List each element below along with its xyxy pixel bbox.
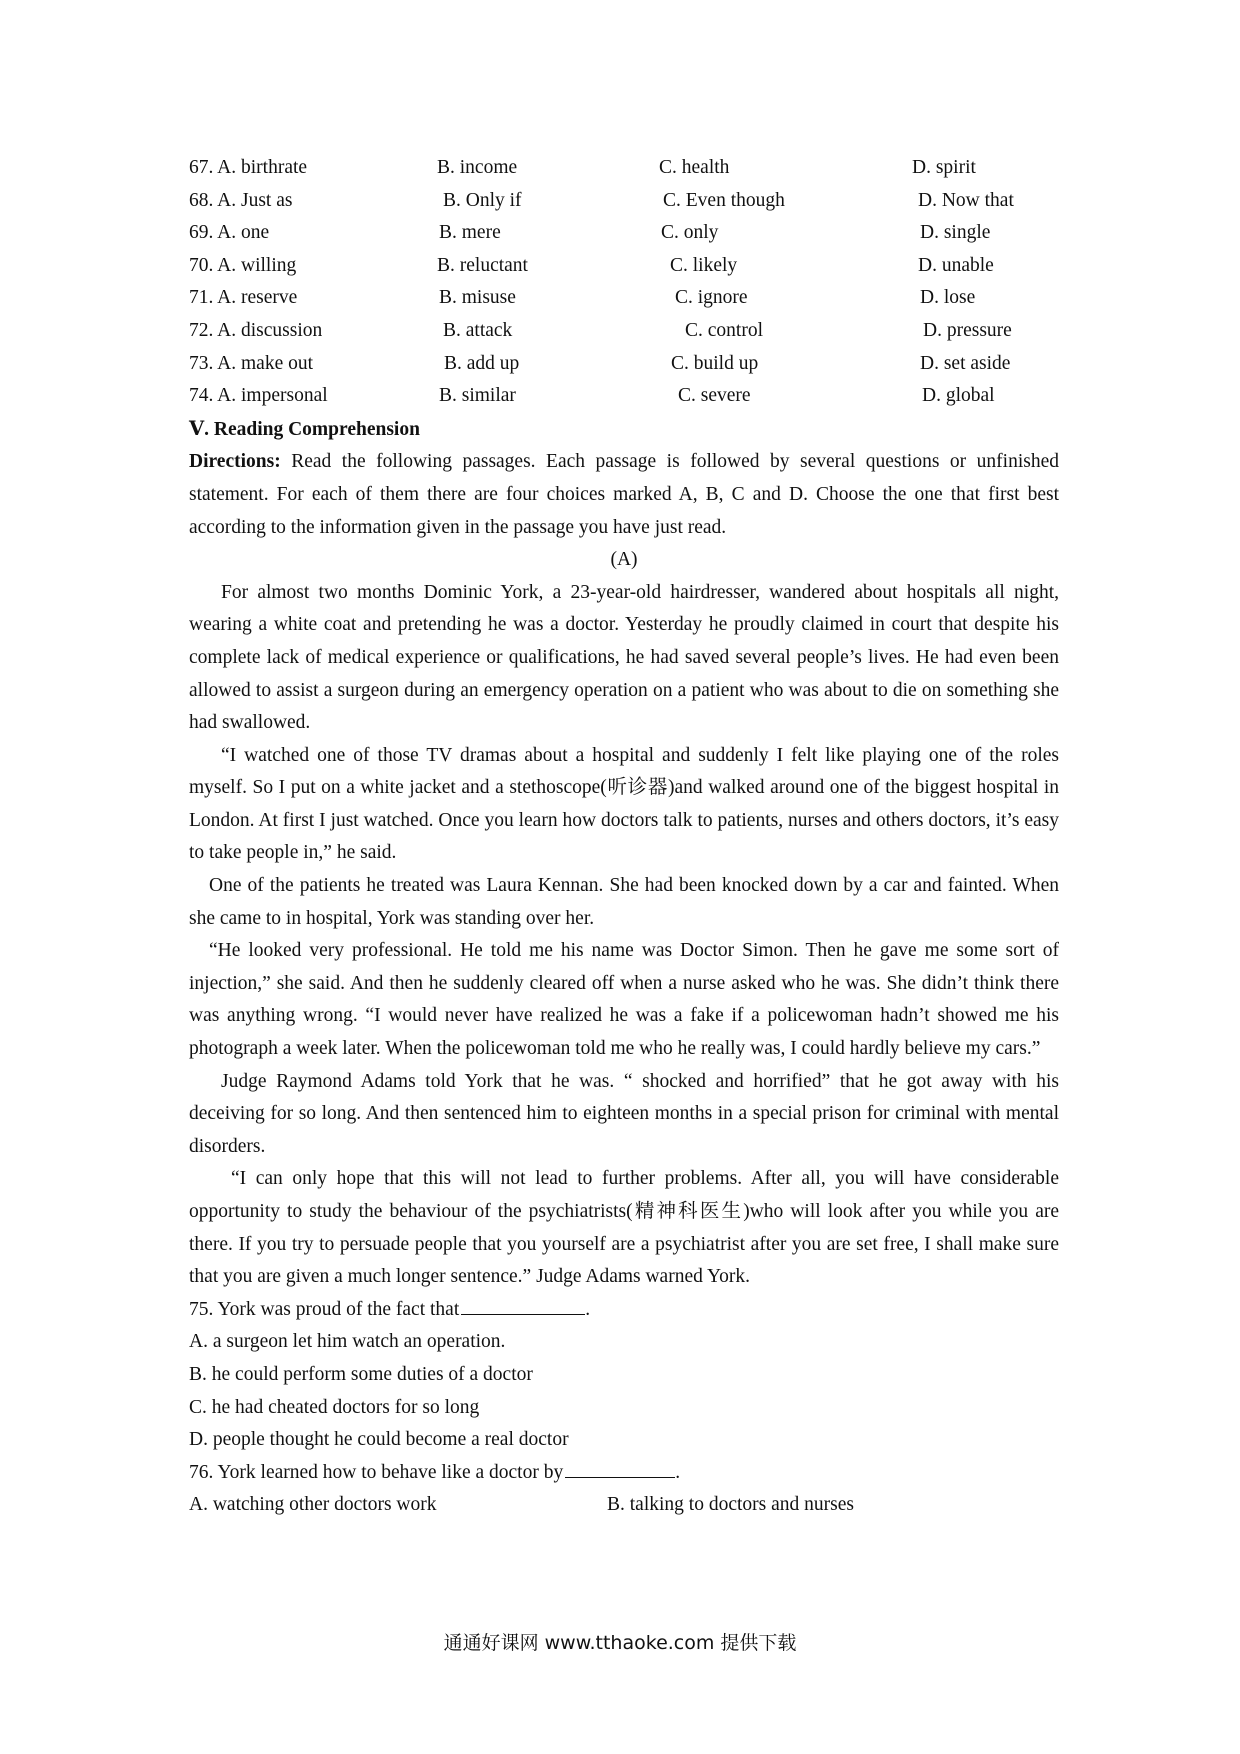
passage-paragraph: “I can only hope that this will not lead to further problems. After all, you will have considerable opportunity to study the behaviour of the psychiatrists(精神科医生)who will look after you while you are there. If you try to persuade people that you yourself are a psychiatrist after you are set free, I shall make sure that you are given a much longer sentence.” Judge Adams warned York. (189, 1168, 1059, 1288)
passage-paragraph: “I watched one of those TV dramas about a hospital and suddenly I felt like playing one of the roles myself. So I put on a white jacket and a stethoscope(听诊器)and walked around one of the biggest hospital in London. At first I just watched. Once you learn how doctors talk to patients, nurses and others doctors, it’s easy to take people in,” he said. (189, 744, 1059, 864)
exam-page (189, 152, 1059, 1522)
question-stem: 75. York was proud of the fact that (189, 1298, 460, 1320)
directions-label: Directions: (189, 451, 281, 473)
option-d: D. set aside (920, 352, 1011, 374)
option-b: B. misuse (439, 287, 516, 309)
option-a: 73. A. make out (189, 352, 314, 374)
question-76-choice-a[interactable]: A. watching other doctors work (189, 1494, 437, 1516)
option-d: D. unable (918, 254, 994, 276)
option-c: C. severe (678, 385, 751, 407)
option-c: C. health (659, 157, 730, 178)
passage-paragraph: Judge Raymond Adams told York that he was. “ shocked and horrified” that he got away with his deceiving for so long. And then sentenced him to eighteen months in a special prison for criminal with mental disorders. (189, 1070, 1059, 1157)
option-d: D. spirit (912, 157, 976, 178)
option-row-68 (189, 185, 1059, 218)
option-a: 69. A. one (189, 222, 270, 244)
option-a: 71. A. reserve (189, 287, 298, 309)
option-row-73 (189, 348, 1059, 381)
question-75-choice-b[interactable]: B. he could perform some duties of a doctor (189, 1363, 533, 1385)
option-d: D. Now that (918, 189, 1014, 211)
option-c: C. control (685, 319, 763, 341)
passage-paragraph: For almost two months Dominic York, a 23-year-old hairdresser, wandered about hospitals all night, wearing a white coat and pretending he was a doctor. Yesterday he proudly claimed in court that despite his complete lack of medical experience or qualifications, he had saved several people’s lives. He had even been allowed to assist a surgeon during an emergency operation on a patient who was about to die on something she had swallowed. (189, 581, 1059, 734)
option-a: 68. A. Just as (189, 189, 293, 211)
option-a: 74. A. impersonal (189, 385, 328, 407)
option-d: D. lose (920, 287, 976, 309)
question-75-choice-a[interactable]: A. a surgeon let him watch an operation. (189, 1331, 506, 1353)
option-a: 67. A. birthrate (189, 157, 308, 178)
option-b: B. Only if (443, 189, 522, 211)
option-c: C. ignore (675, 287, 748, 309)
option-row-72 (189, 315, 1059, 348)
section-title: Ⅴ. Reading Comprehension (189, 418, 420, 440)
option-d: D. global (922, 385, 995, 407)
option-b: B. mere (439, 222, 501, 244)
question-75-choice-d[interactable]: D. people thought he could become a real doctor (189, 1429, 569, 1451)
option-row-71 (189, 282, 1059, 315)
option-c: C. Even though (663, 189, 785, 211)
option-a: 72. A. discussion (189, 319, 323, 341)
question-76-stem (189, 1457, 1059, 1490)
answer-blank[interactable] (565, 1457, 675, 1478)
option-a: 70. A. willing (189, 254, 297, 276)
passage-label: (A) (610, 549, 638, 571)
option-b: B. similar (439, 385, 516, 407)
passage-paragraph: “He looked very professional. He told me his name was Doctor Simon. Then he gave me some sort of injection,” she said. And then he suddenly cleared off when a nurse asked who he was. She didn’t think there was anything wrong. “I would never have realized he was a fake if a policewoman hadn’t showed me his photograph a week later. When the policewoman told me who he really was, I could hardly believe my cars.” (189, 940, 1059, 1060)
passage-paragraph: One of the patients he treated was Laura Kennan. She had been knocked down by a car and fainted. When she came to in hospital, York was standing over her. (189, 875, 1059, 929)
footer-watermark: 通通好课网 www.tthaoke.com 提供下载 (443, 1632, 797, 1654)
option-row-67 (189, 152, 1059, 185)
option-b: B. attack (443, 319, 513, 341)
option-c: C. build up (671, 352, 759, 374)
directions (189, 446, 1059, 544)
option-row-70 (189, 250, 1059, 283)
option-row-69 (189, 217, 1059, 250)
question-76-choices (189, 1489, 1059, 1522)
option-d: D. single (920, 222, 991, 244)
question-end: . (585, 1298, 591, 1320)
question-76-choice-b[interactable]: B. talking to doctors and nurses (607, 1494, 854, 1516)
option-c: C. only (661, 222, 719, 244)
option-d: D. pressure (923, 319, 1012, 341)
option-b: B. income (437, 157, 518, 178)
options-table (189, 152, 1059, 413)
option-b: B. reluctant (437, 254, 528, 276)
option-row-74 (189, 380, 1059, 413)
question-75-stem (189, 1294, 1059, 1327)
question-stem: 76. York learned how to behave like a doctor by (189, 1461, 564, 1483)
option-b: B. add up (444, 352, 520, 374)
question-75-choice-c[interactable]: C. he had cheated doctors for so long (189, 1396, 480, 1418)
answer-blank[interactable] (461, 1294, 585, 1315)
question-end: . (675, 1461, 681, 1483)
directions-text: Read the following passages. Each passage is followed by several questions or unfinished statement. For each of them there are four choices marked A, B, C and D. Choose the one that first best according to the information given in the passage you have just read. (189, 451, 1059, 538)
option-c: C. likely (670, 254, 738, 276)
